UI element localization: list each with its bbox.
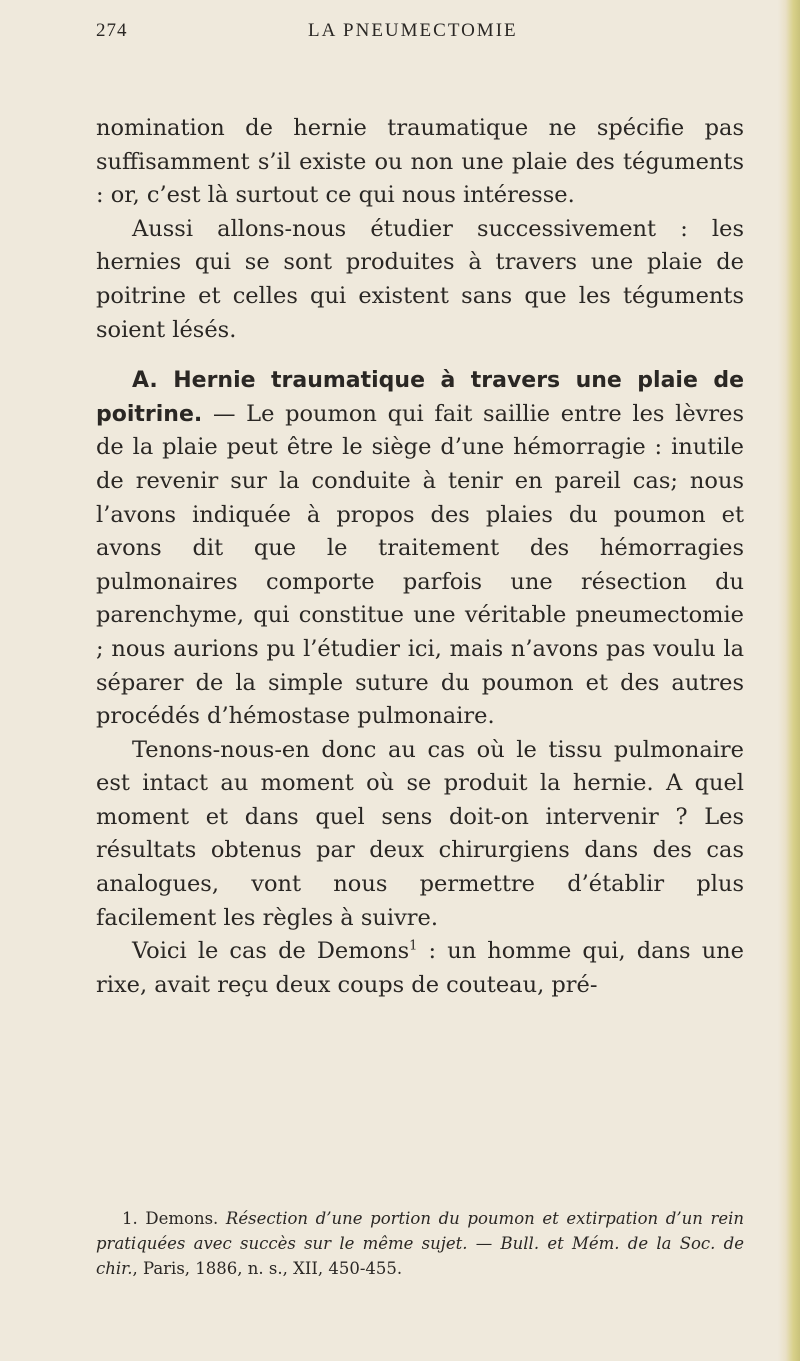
paragraph-tenons: Tenons-nous-en donc au cas où le tissu pulmonaire est intact au moment où se produit la hernie. A quel moment et dans quel sens doit-on intervenir ? Les résultats obtenus par deux chirurgiens dans des cas analogues, vont nous permettre d’établir plus facilement les règles à suivre.	[96, 736, 744, 931]
paragraph-continuation: nomination de hernie traumatique ne spécifie pas suffisamment s’il existe ou non une plaie des téguments : or, c’est là surtout ce qui nous intéresse.	[96, 115, 744, 209]
paragraph-aussi: Aussi allons-nous étudier successivement : les hernies qui se sont produites à travers une plaie de poitrine et celles qui existent sans que les téguments soient lésés.	[96, 215, 744, 343]
voici-text-end: : un homme qui, dans une rixe, avait reçu deux coups de couteau, pré-	[96, 938, 744, 998]
section-heading: A. Hernie traumatique à travers une plaie de poitrine.	[96, 368, 744, 427]
main-text	[96, 112, 744, 1002]
page-header	[96, 20, 736, 50]
voici-text-start: Voici le cas de Demons	[132, 938, 410, 965]
paragraph-voici	[96, 935, 744, 1002]
footnote-title: Résection d’une portion du poumon et extirpation d’un rein pratiquées avec succès sur le même sujet.	[96, 1209, 745, 1253]
page-number: 274	[96, 20, 128, 41]
footnote-separator: —	[467, 1234, 501, 1253]
section-a-text: — Le poumon qui fait saillie entre les lèvres de la plaie peut être le siège d’une hémorragie : inutile de revenir sur la conduite à tenir en pareil cas; nous l’avons indiquée à propos des plaies du poumon et avons dit que le traitement des hémorragies pulmonaires comporte parfois une résection du parenchyme, qui constitue une véritable pneumectomie ; nous aurions pu l’étudier ici, mais n’avons pas voulu la séparer de la simple suture du poumon et des autres procédés d’hémostase pulmonaire.	[96, 400, 744, 730]
footnote	[96, 1206, 744, 1281]
footnote-entry	[96, 1206, 744, 1281]
paragraph-section-a	[96, 364, 744, 734]
footnote-author: Demons.	[137, 1209, 226, 1228]
page-edge-shadow	[778, 0, 800, 1361]
footnote-journal: Bull. et Mém. de la Soc. de chir.	[96, 1234, 744, 1278]
footnote-details: , Paris, 1886, n. s., XII, 450-455.	[132, 1259, 403, 1278]
footnote-number: 1.	[122, 1209, 138, 1228]
running-title: LA PNEUMECTOMIE	[308, 20, 518, 41]
footnote-marker: 1	[409, 938, 418, 954]
